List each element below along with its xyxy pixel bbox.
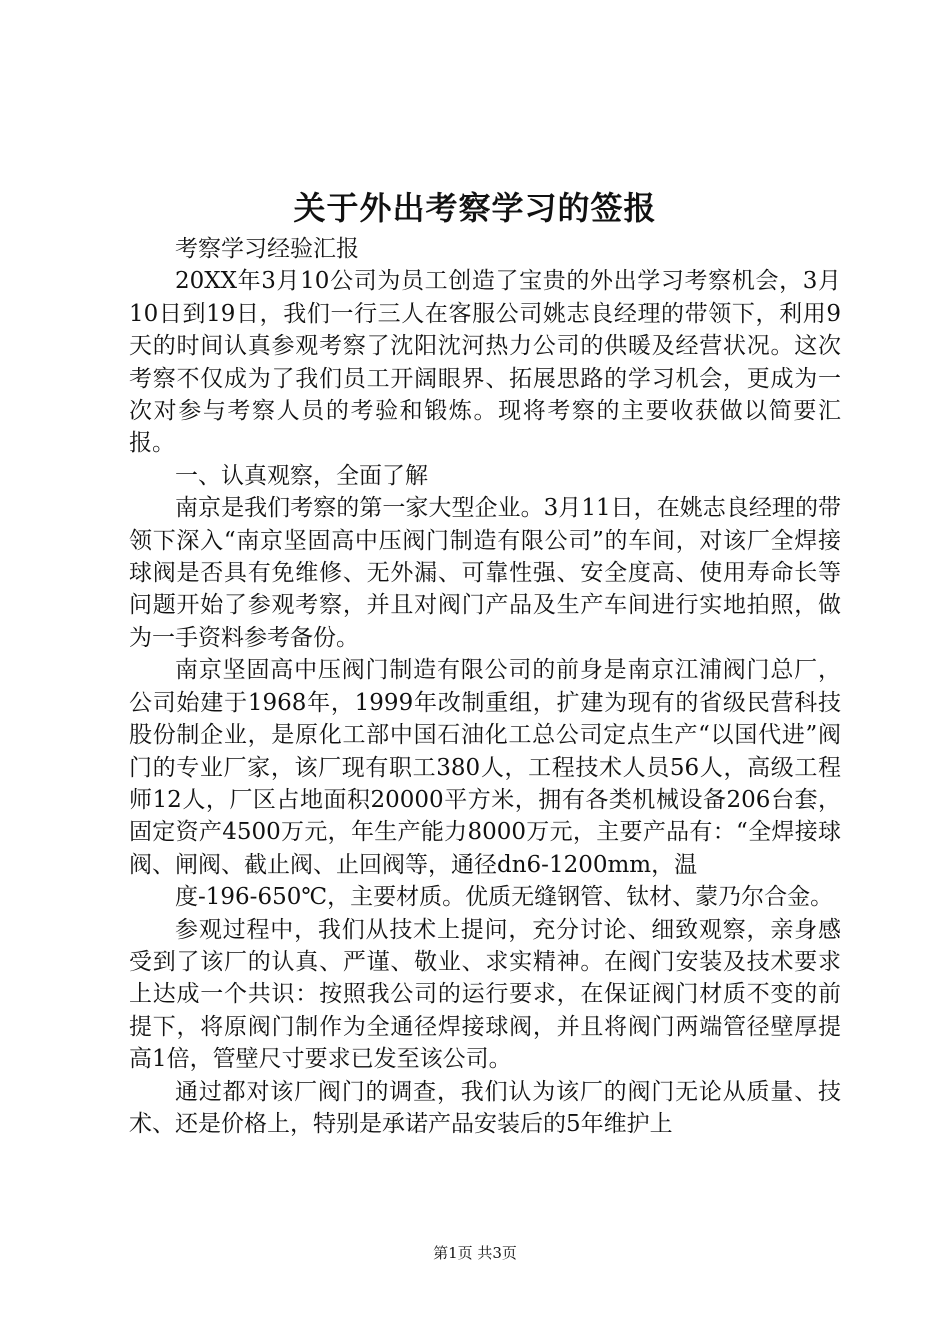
paragraph-materials: 度-196-650℃，主要材质。优质无缝钢管、钛材、蒙乃尔合金。 bbox=[175, 884, 834, 911]
document-title: 关于外出考察学习的签报 bbox=[293, 189, 657, 227]
document-body bbox=[129, 233, 841, 1140]
paragraph-company-profile: 南京坚固高中压阀门制造有限公司的前身是南京江浦阀门总厂，公司始建于1968年，1999年改制重组，扩建为现有的省级民营科技股份制企业，是原化工部中国石油化工总公司定点生产“以国代进”阀门的专业厂家，该厂现有职工380人，工程技术人员56人，高级工程师12人，厂区占地面积20000平方米，拥有各类机械设备206台套，固定资产4500万元，年生产能力8000万元，主要产品有：“全焊接球阀、闸阀、截止阀、止回阀等，通径dn6-1200mm，温 bbox=[129, 657, 841, 878]
paragraph-conclusion: 通过都对该厂阀门的调查，我们认为该厂的阀门无论从质量、技术、还是价格上，特别是承诺产品安装后的5年维护上 bbox=[129, 1078, 841, 1137]
paragraph-intro: 20XX年3月10公司为员工创造了宝贵的外出学习考察机会，3月10日到19日，我们一行三人在客服公司姚志良经理的带领下，利用9天的时间认真参观考察了沈阳沈河热力公司的供暖及经营状况。这次考察不仅成为了我们员工开阔眼界、拓展思路的学习机会，更成为一次对参与考察人员的考验和锻炼。现将考察的主要收获做以简要汇报。 bbox=[129, 268, 841, 457]
page-footer: 第1页 共3页 bbox=[433, 1244, 517, 1262]
paragraph-section-heading: 一、认真观察，全面了解 bbox=[175, 462, 428, 489]
paragraph-nanjing-visit: 南京是我们考察的第一家大型企业。3月11日，在姚志良经理的带领下深入“南京坚固高中压阀门制造有限公司”的车间，对该厂全焊接球阀是否具有免维修、无外漏、可靠性强、安全度高、使用寿命长等问题开始了参观考察，并且对阀门产品及生产车间进行实地拍照，做为一手资料参考备份。 bbox=[129, 495, 841, 651]
paragraph-visit-process: 参观过程中，我们从技术上提问，充分讨论、细致观察，亲身感受到了该厂的认真、严谨、敬业、求实精神。在阀门安装及技术要求上达成一个共识：按照我公司的运行要求，在保证阀门材质不变的前提下，将原阀门制作为全通径焊接球阀，并且将阀门两端管径壁厚提高1倍，管壁尺寸要求已发至该公司。 bbox=[129, 916, 841, 1073]
paragraph-subtitle: 考察学习经验汇报 bbox=[175, 236, 359, 262]
